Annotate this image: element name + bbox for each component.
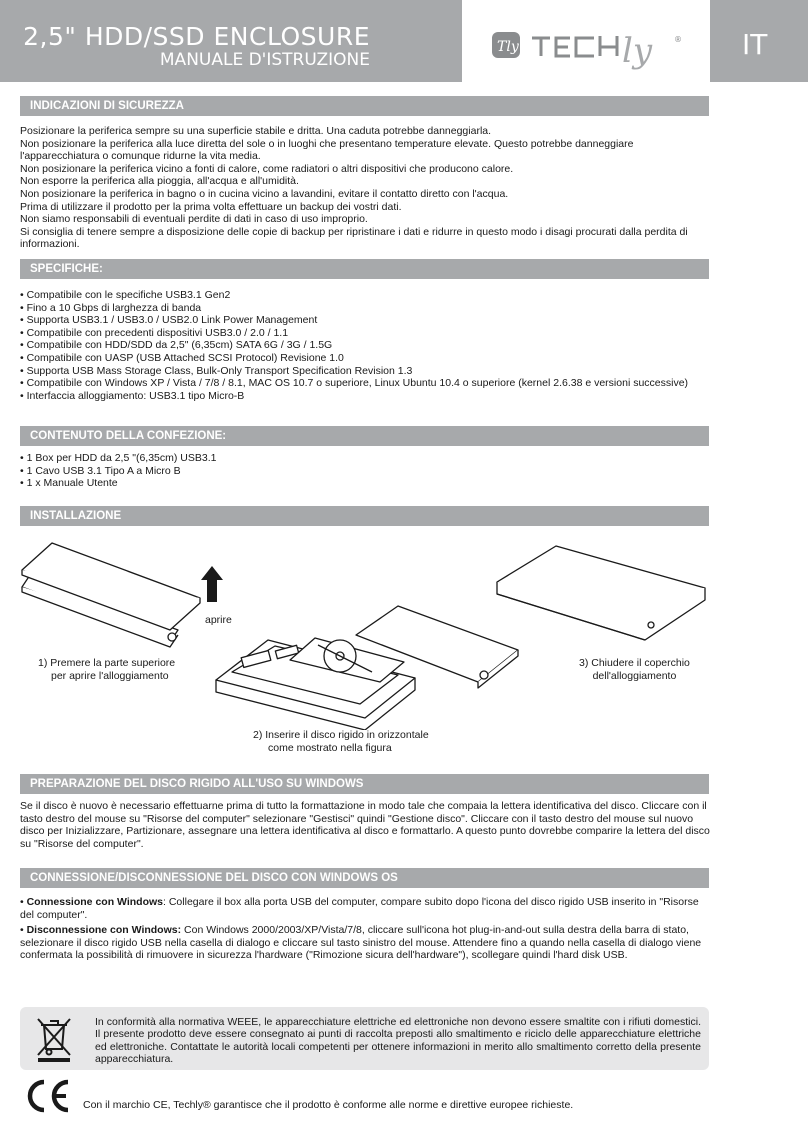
contents-item: • 1 Box per HDD da 2,5 "(6,35cm) USB3.1 — [20, 452, 710, 465]
prep-paragraph: Se il disco è nuovo è necessario effettuarne prima di tutto la formattazione in modo tale che compaia la lettera identificativa del disco. Cliccare con il tasto destro del mouse su "Risorse del computer" selezionare "Gestisci" quindi "Gestione disco". Cliccare con il tasto destro del mouse sul nuovo disco per Inizializzare, Partizionare, assegnare una lettera identificativa al disco e formattarlo. A questo punto dovrebbe comparire la lettera del disco su "Risorse del computer". — [20, 800, 710, 850]
language-tab — [710, 0, 808, 82]
svg-text:ly: ly — [622, 31, 653, 71]
section-specs-heading: SPECIFICHE: — [20, 259, 709, 279]
safety-line: Non siamo responsabili di eventuali perdite di dati in caso di uso improprio. — [20, 213, 368, 226]
arrow-up-icon — [201, 566, 223, 602]
installation-illustration — [0, 530, 808, 730]
spec-item: • Compatibile con HDD/SDD da 2,5" (6,35cm) SATA 6G / 3G / 1.5G — [20, 339, 710, 352]
spec-item: • Interfaccia alloggiamento: USB3.1 tipo Micro-B — [20, 390, 710, 403]
step2-caption — [253, 729, 429, 754]
section-conn-heading: CONNESSIONE/DISCONNESSIONE DEL DISCO CON WINDOWS OS — [20, 868, 709, 888]
document-title: 2,5" HDD/SSD ENCLOSURE — [23, 22, 370, 51]
techly-logo — [462, 0, 710, 82]
spec-item: • Compatibile con precedenti dispositivi USB3.0 / 2.0 / 1.1 — [20, 327, 710, 340]
section-install-heading: INSTALLAZIONE — [20, 506, 709, 526]
contents-list — [20, 452, 710, 490]
safety-line: Non esporre la periferica alla pioggia, all'acqua e all'umidità. — [20, 175, 299, 188]
step2-line: come mostrato nella figura — [268, 741, 392, 754]
spec-item: • Fino a 10 Gbps di larghezza di banda — [20, 302, 710, 315]
spec-item: • Compatibile con UASP (USB Attached SCSI Protocol) Revisione 1.0 — [20, 352, 710, 365]
conn-item-text: Con Windows 2000/2003/XP/Vista/7/8, cliccare sull'icona hot plug-in-and-out sulla destra della barra di stato, selezionare il disco rigido USB nella casella di dialogo e cliccare sul tasto sinistro del mouse. Attendere fino a quando nella casella di dialogo viene confermata la possibilità di rimuovere in sicurezza l'hardware ("Rimozione sicura dell'hardware"), scollegare quindi l'hard disk USB. — [20, 924, 702, 962]
svg-text:®: ® — [674, 35, 682, 44]
conn-item — [20, 896, 710, 921]
weee-bin-icon — [32, 1015, 76, 1063]
section-prep-heading: PREPARAZIONE DEL DISCO RIGIDO ALL'USO SU WINDOWS — [20, 774, 709, 794]
section-safety-heading: INDICAZIONI DI SICUREZZA — [20, 96, 709, 116]
step2-line: 2) Inserire il disco rigido in orizzontale — [253, 729, 429, 741]
conn-item-text: : Collegare il box alla porta USB del computer, compare subito dopo l'icona del disco rigido USB inserito in "Risorse del computer". — [20, 896, 699, 921]
open-label: aprire — [205, 614, 232, 626]
conn-item — [20, 924, 710, 962]
spec-item: • Supporta USB Mass Storage Class, Bulk-Only Transport Specification Revision 1.3 — [20, 365, 710, 378]
safety-line: Prima di utilizzare il prodotto per la prima volta effettuare un backup dei vostri dati. — [20, 200, 402, 213]
document-subtitle: MANUALE D'ISTRUZIONE — [159, 50, 370, 70]
spec-item: • Supporta USB3.1 / USB3.0 / USB2.0 Link Power Management — [20, 314, 710, 327]
spec-item: • Compatibile con le specifiche USB3.1 Gen2 — [20, 289, 710, 302]
step3-line: dell'alloggiamento — [592, 669, 677, 682]
safety-line: Non posizionare la periferica in bagno o in cucina vicino a lavandini, evitare il contatto diretto con l'acqua. — [20, 187, 509, 200]
safety-line: Si consiglia di tenere sempre a disposizione delle copie di backup per ripristinare i dati e ridurre in questo modo i disagi procurati dalla perdita di informazioni. — [20, 225, 688, 251]
safety-line: Non posizionare la periferica vicino a fonti di calore, come radiatori o altri dispositivi che producono calore. — [20, 162, 514, 175]
contents-item: • 1 x Manuale Utente — [20, 477, 710, 490]
step1-caption — [38, 657, 175, 682]
step3-caption — [579, 657, 690, 682]
techly-logo-graphic — [462, 0, 710, 82]
conn-list — [20, 896, 710, 965]
safety-text — [20, 125, 710, 251]
weee-text: In conformità alla normativa WEEE, le apparecchiature elettriche ed elettroniche non devono essere smaltite con i rifiuti domestici. Il presente prodotto deve essere consegnato ai punti di raccolta preposti allo smaltimento e riciclo delle apparecchiature elettriche ed elettroniche. Contattate le autorità locali competenti per ottenere informazioni in merito allo smaltimento corretto della presente apparecchiatura. — [95, 1016, 701, 1066]
step1-line: per aprire l'alloggiamento — [51, 669, 169, 682]
section-contents-heading: CONTENUTO DELLA CONFEZIONE: — [20, 426, 709, 446]
safety-line: Posizionare la periferica sempre su una superficie stabile e dritta. Una caduta potrebbe danneggiarla. — [20, 125, 492, 137]
header-banner — [0, 0, 462, 82]
weee-notice — [20, 1007, 709, 1070]
safety-line: Non posizionare la periferica alla luce diretta del sole o in luoghi che presentano temperature elevate. Questo potrebbe danneggiare l'apparecchiatura o comunque ridurne la vita media. — [20, 137, 634, 163]
language-code: IT — [742, 28, 768, 61]
ce-mark-icon — [24, 1078, 72, 1114]
conn-item-label: Connessione con Windows — [26, 896, 164, 908]
contents-item: • 1 Cavo USB 3.1 Tipo A a Micro B — [20, 465, 710, 478]
conn-item-label: Disconnessione con Windows: — [26, 924, 182, 937]
prep-text — [20, 800, 710, 850]
step3-line: 3) Chiudere il coperchio — [579, 657, 690, 669]
step1-line: 1) Premere la parte superiore — [38, 657, 176, 669]
ce-text: Con il marchio CE, Techly® garantisce che il prodotto è conforme alle norme e direttive europee richieste. — [83, 1099, 574, 1111]
svg-text:Tly: Tly — [497, 39, 519, 55]
specs-list — [20, 289, 710, 402]
spec-item: • Compatibile con Windows XP / Vista / 7/8 / 8.1, MAC OS 10.7 o superiore, Linux Ubuntu 10.4 o superiore (kernel 2.6.38 e versioni successive) — [20, 377, 710, 390]
